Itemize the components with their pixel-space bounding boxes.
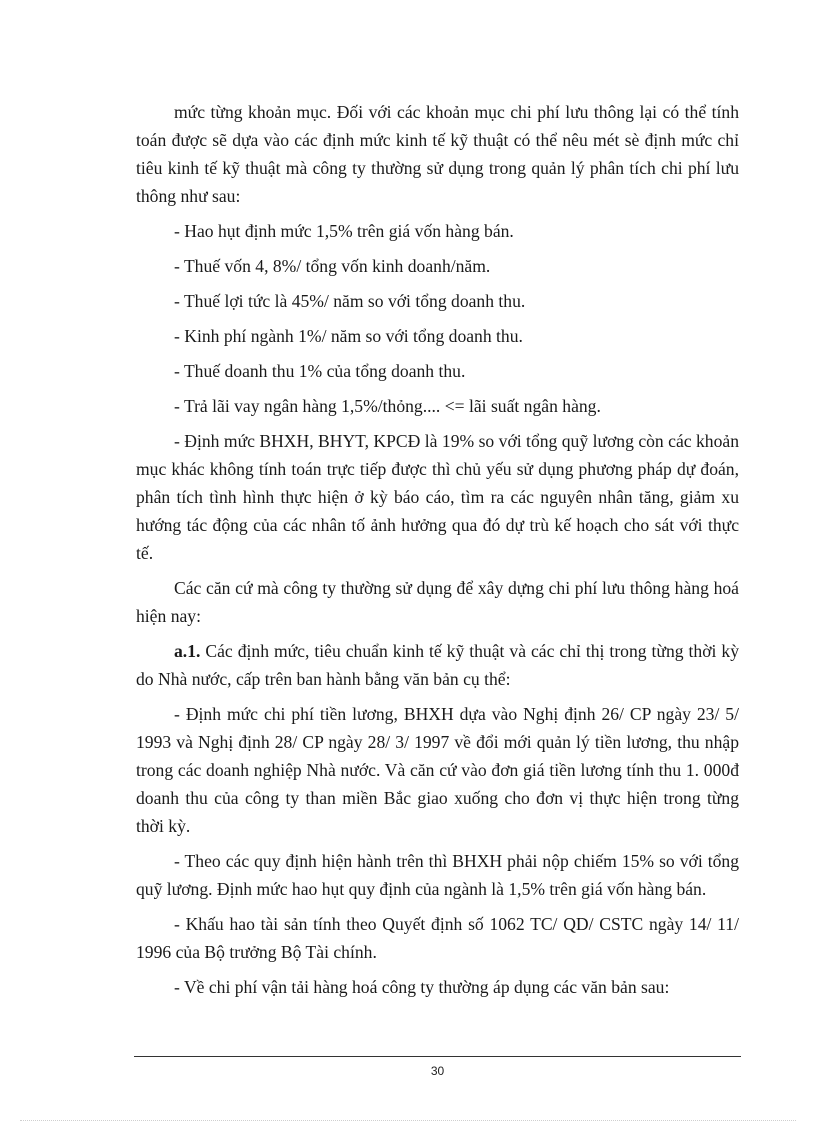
list-item-loss-norm: - Hao hụt định mức 1,5% trên giá vốn hàng bán. <box>174 221 514 241</box>
paragraph-bases: Các căn cứ mà công ty thường sử dụng để xây dựng chi phí lưu thông hàng hoá hiện nay: <box>136 578 739 626</box>
list-item-revenue-tax: - Thuế doanh thu 1% của tổng doanh thu. <box>174 361 466 381</box>
section-a1-text: Các định mức, tiêu chuẩn kinh tế kỹ thuật và các chỉ thị trong từng thời kỳ do Nhà nước, cấp trên ban hành bằng văn bản cụ thể: <box>136 641 739 689</box>
list-item-bank-interest: - Trả lãi vay ngân hàng 1,5%/thỏng.... <= lãi suất ngân hàng. <box>174 396 601 416</box>
footer-divider <box>134 1056 741 1057</box>
list-item-insurance-norm: - Định mức BHXH, BHYT, KPCĐ là 19% so với tổng quỹ lương còn các khoản mục khác không tính toán trực tiếp được thì chủ yếu sử dụng phương pháp dự đoán, phân tích tình hình thực hiện ở kỳ báo cáo, tìm ra các nguyên nhân tăng, giảm xu hướng tác động của các nhân tố ảnh hưởng qua đó dự trù kế hoạch cho sát với thực tế. <box>136 431 739 563</box>
list-item-wage-norm: - Định mức chi phí tiền lương, BHXH dựa vào Nghị định 26/ CP ngày 23/ 5/ 1993 và Nghị định 28/ CP ngày 28/ 3/ 1997 về đổi mới quản lý tiền lương, thu nhập trong các doanh nghiệp Nhà nước. Và căn cứ vào đơn giá tiền lương tính thu 1. 000đ doanh thu của công ty than miền Bắc giao xuống cho đơn vị thực hiện trong từng thời kỳ. <box>136 704 739 836</box>
list-item-profit-tax: - Thuế lợi tức là 45%/ năm so với tổng doanh thu. <box>174 291 526 311</box>
paragraph-intro-continued: mức từng khoản mục. Đối với các khoản mục chi phí lưu thông lại có thể tính toán được sẽ dựa vào các định mức kinh tế kỹ thuật có thể nêu mét sè định mức chỉ tiêu kinh tế kỹ thuật mà công ty thường sử dụng trong quản lý phân tích chi phí lưu thông như sau: <box>136 102 739 206</box>
list-item-depreciation: - Khấu hao tài sản tính theo Quyết định số 1062 TC/ QD/ CSTC ngày 14/ 11/ 1996 của Bộ trưởng Bộ Tài chính. <box>136 914 739 962</box>
page-bottom-dotted-edge <box>20 1120 796 1121</box>
list-item-social-insurance: - Theo các quy định hiện hành trên thì BHXH phải nộp chiếm 15% so với tổng quỹ lương. Định mức hao hụt quy định của ngành là 1,5% trên giá vốn hàng bán. <box>136 851 739 899</box>
page-number: 30 <box>430 1064 445 1078</box>
list-item-transport-cost: - Về chi phí vận tải hàng hoá công ty thường áp dụng các văn bản sau: <box>174 977 670 997</box>
section-a1 <box>136 637 739 693</box>
body-text <box>136 98 739 1008</box>
section-a1-label: a.1. <box>174 641 201 661</box>
list-item-industry-fee: - Kinh phí ngành 1%/ năm so với tổng doanh thu. <box>174 326 523 346</box>
list-item-capital-tax: - Thuế vốn 4, 8%/ tổng vốn kinh doanh/năm. <box>174 256 491 276</box>
